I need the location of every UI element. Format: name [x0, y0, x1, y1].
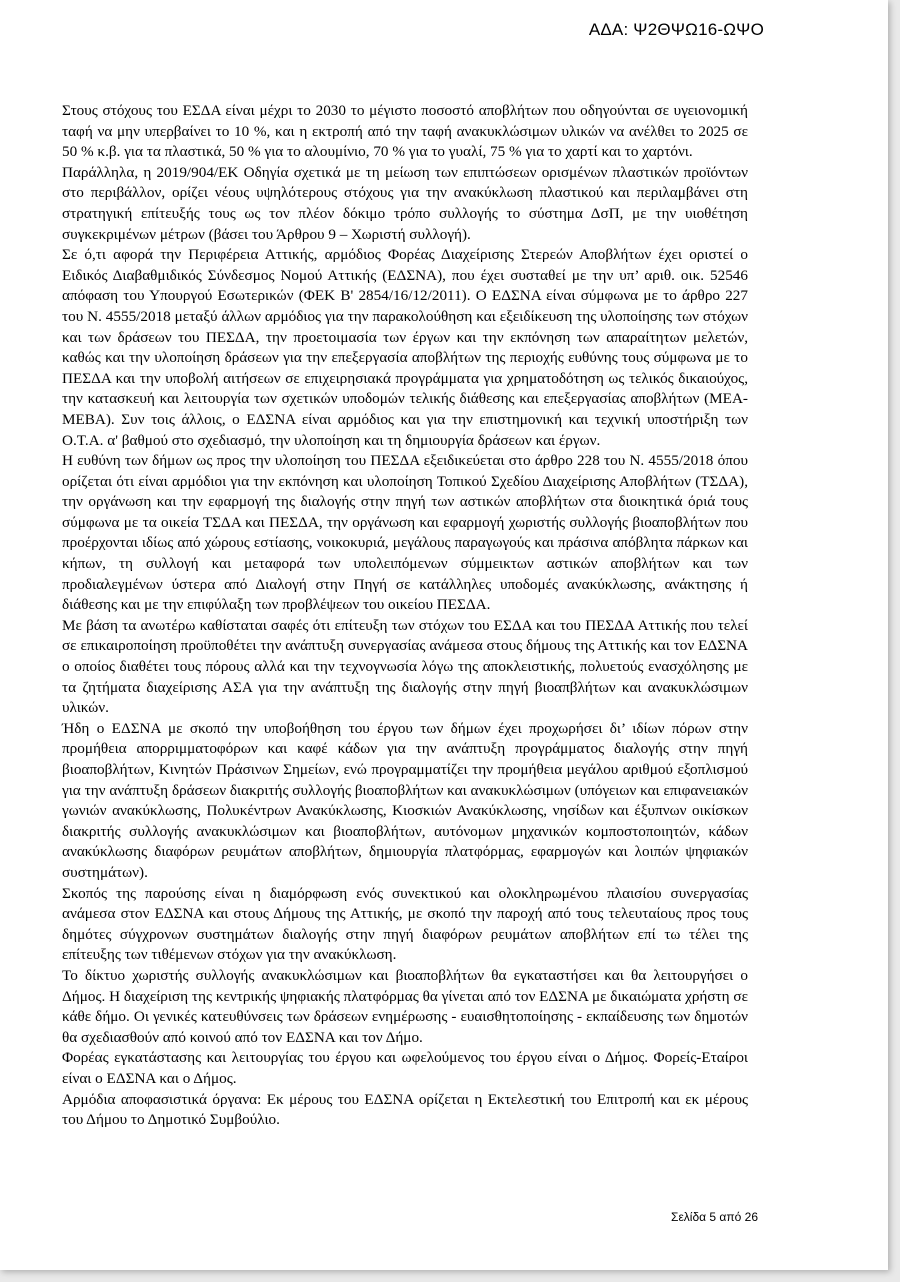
ada-code: ΑΔΑ: Ψ2ΘΨΩ16-ΩΨΟ: [588, 20, 764, 39]
document-body: [62, 101, 748, 1131]
paragraph-network: Το δίκτυο χωριστής συλλογής ανακυκλώσιμων και βιοαποβλήτων θα εγκαταστήσει και θα λειτουργήσει ο Δήμος. Η διαχείριση της κεντρικής ψηφιακής πλατφόρμας θα γίνεται από τον ΕΔΣΝΑ με δικαιώματα χρήστη σε κάθε δήμο. Οι γενικές κατευθύνσεις των δράσεων ενημέρωσης - ευαισθητοποίησης - εκπαίδευσης των δημοτών θα σχεδιασθούν από κοινού από τον ΕΔΣΝΑ και τον Δήμο.: [62, 966, 748, 1046]
page-number: Σελίδα 5 από 26: [671, 1210, 758, 1224]
paragraph-edsna-responsibility: Σε ό,τι αφορά την Περιφέρεια Αττικής, αρμόδιος Φορέας Διαχείρισης Στερεών Αποβλήτων έχει οριστεί ο Ειδικός Διαβαθμιδικός Σύνδεσμος Νομού Αττικής (ΕΔΣΝΑ), που έχει συσταθεί με την υπ’ αριθ. οικ. 52546 απόφαση του Υπουργού Εσωτερικών (ΦΕΚ Β' 2854/16/12/2011). Ο ΕΔΣΝΑ είναι σύμφωνα με το άρθρο 227 του Ν. 4555/2018 μεταξύ άλλων αρμόδιος για την παρακολούθηση και εξειδίκευση της υλοποίησης των στόχων και των δράσεων του ΠΕΣΔΑ, την προετοιμασία των έργων και την εκπόνηση των απαραίτητων μελετών, καθώς και την υλοποίηση δράσεων για την επεξεργασία αποβλήτων της περιοχής ευθύνης τους σύμφωνα με το ΠΕΣΔΑ και την υποβολή αιτήσεων σε επιχειρησιακά προγράμματα για χρηματοδότηση ως τελικός δικαιούχος, την κατασκευή και λειτουργία των σχετικών υποδομών τελικής διάθεσης και επεξεργασίας αποβλήτων (ΜΕΑ-ΜΕΒΑ). Συν τοις άλλοις, ο ΕΔΣΝΑ είναι αρμόδιος και για την επιστημονική και τεχνική υποστήριξη των Ο.Τ.Α. α' βαθμού στο σχεδιασμό, την υλοποίηση και τη δημιουργία δράσεων και έργων.: [62, 246, 748, 449]
paragraph-purpose: Σκοπός της παρούσης είναι η διαμόρφωση ενός συνεκτικού και ολοκληρωμένου πλαισίου συνεργασίας ανάμεσα στον ΕΔΣΝΑ και στους Δήμους της Αττικής, με σκοπό την παροχή από τους τελευταίους προς τους δημότες σύγχρονων συστημάτων διαλογής στην πηγή διαφόρων ρευμάτων αποβλήτων επί τω τέλει της επίτευξης των τιθέμενων στόχων για την ανακύκλωση.: [62, 884, 748, 964]
paragraph-municipal-responsibility: Η ευθύνη των δήμων ως προς την υλοποίηση του ΠΕΣΔΑ εξειδικεύεται στο άρθρο 228 του Ν. 4555/2018 όπου ορίζεται ότι είναι αρμόδιοι για την εκπόνηση και υλοποίηση Τοπικού Σχεδίου Διαχείρισης Αποβλήτων (ΤΣΔΑ), την οργάνωση και την εφαρμογή της διαλογής στην πηγή των αστικών αποβλήτων στα διοικητικά όριά τους σύμφωνα με τα οικεία ΤΣΔΑ και ΠΕΣΔΑ, την οργάνωση και εφαρμογή χωριστής συλλογής βιοαποβλήτων που προέρχονται ιδίως από χώρους εστίασης, νοικοκυριά, μεγάλους παραγωγούς και πράσινα απόβλητα πάρκων και κήπων, τη συλλογή και μεταφορά των υπολειπόμενων σύμμεικτων αστικών αποβλήτων και των προδιαλεγμένων ύστερα από Διαλογή στην Πηγή σε κατάλληλες υποδομές ανακύκλωσης, ανάκτησης ή διάθεσης και με την επιφύλαξη των προβλέψεων του οικείου ΠΕΣΔΑ.: [62, 452, 748, 614]
paragraph-plastics-directive: Παράλληλα, η 2019/904/ΕΚ Οδηγία σχετικά με τη μείωση των επιπτώσεων ορισμένων πλαστικών προϊόντων στο περιβάλλον, ορίζει νέους υψηλότερους στόχους για την ανακύκλωση πλαστικού και περιλαμβάνει στη στρατηγική επίτευξής τους ως τον πλέον δόκιμο τρόπο συλλογής το σύστημα ΔσΠ, με την υιοθέτηση συγκεκριμένων μέτρων (βάσει του Άρθρου 9 – Χωριστή συλλογή).: [62, 163, 748, 243]
paragraph-esda-targets: Στους στόχους του ΕΣΔΑ είναι μέχρι το 2030 το μέγιστο ποσοστό αποβλήτων που οδηγούνται σε υγειονομική ταφή να μην υπερβαίνει το 10 %, και η εκτροπή από την ταφή ανακυκλώσιμων υλικών να ανέλθει το 2025 σε 50 % κ.β. για τα πλαστικά, 50 % για το αλουμίνιο, 70 % για το γυαλί, 75 % για το χαρτί και το χαρτόνι.: [62, 102, 748, 161]
paragraph-edsna-actions: Ήδη ο ΕΔΣΝΑ με σκοπό την υποβοήθηση του έργου των δήμων έχει προχωρήσει δι’ ιδίων πόρων στην προμήθεια απορριμματοφόρων και καφέ κάδων για την ανάπτυξη προγράμματος διαλογής στην πηγή βιοαποβλήτων, Κινητών Πράσινων Σημείων, ενώ προγραμματίζει την προμήθεια μεγάλου αριθμού εξοπλισμού για την ανάπτυξη δράσεων διακριτής συλλογής βιοαποβλήτων και ανακυκλώσιμων (υπόγειων και επιφανειακών γωνιών ανακύκλωσης, Πολυκέντρων Ανακύκλωσης, Κιοσκιών Ανακύκλωσης, νησίδων και έξυπνων οικίσκων διακριτής συλλογής ανακυκλώσιμων και βιοαποβλήτων, αυτόνομων μηχανικών κομποστοποιητών, κάδων ανακύκλωσης διαφόρων ρευμάτων αποβλήτων, δημιουργία πλατφόρμας, εφαρμογών και λοιπών ψηφιακών συστημάτων).: [62, 719, 748, 881]
paragraph-decision-bodies: Αρμόδια αποφασιστικά όργανα: Εκ μέρους του ΕΔΣΝΑ ορίζεται η Εκτελεστική του Επιτροπή και εκ μέρους του Δήμου το Δημοτικό Συμβούλιο.: [62, 1090, 748, 1129]
paragraph-cooperation-need: Με βάση τα ανωτέρω καθίσταται σαφές ότι επίτευξη των στόχων του ΕΣΔΑ και του ΠΕΣΔΑ Αττικής που τελεί σε επικαιροποίηση προϋποθέτει την ανάπτυξη συνεργασίας ανάμεσα στους δήμους της Αττικής και τον ΕΔΣΝΑ ο οποίος διαθέτει τους πόρους αλλά και την τεχνογνωσία λόγω της αποκλειστικής, πολυετούς ενασχόλησης με τα ζητήματα διαχείρισης ΑΣΑ για την ανάπτυξη της διαλογής στην πηγή βιοαπβλήτων και ανακυκλώσιμων υλικών.: [62, 616, 748, 717]
paragraph-operator: Φορέας εγκατάστασης και λειτουργίας του έργου και ωφελούμενος του έργου είναι ο Δήμος. Φορείς-Εταίροι είναι ο ΕΔΣΝΑ και ο Δήμος.: [62, 1049, 748, 1087]
